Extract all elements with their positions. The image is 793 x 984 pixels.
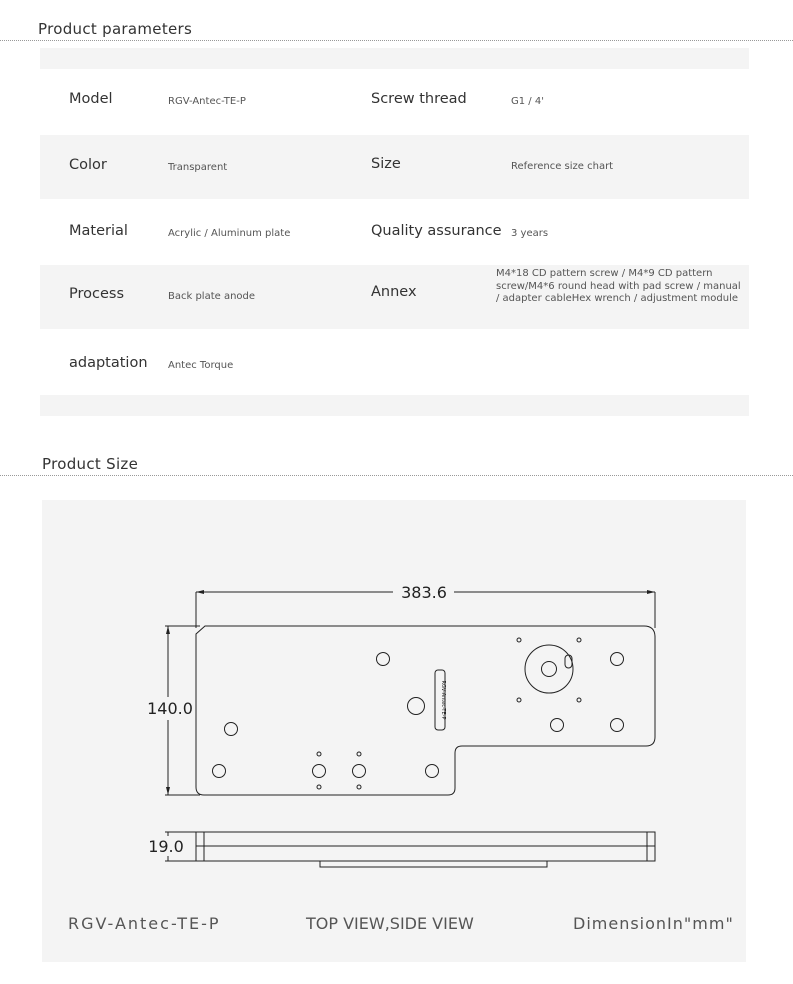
caption-view: TOP VIEW,SIDE VIEW: [306, 914, 474, 933]
quality-value: 3 years: [511, 228, 549, 239]
width-dimension: 383.6: [401, 583, 447, 602]
model-value: RGV-Antec-TE-P: [168, 96, 246, 107]
process-label: Process: [69, 286, 125, 302]
thread-label: Screw thread: [371, 91, 467, 107]
model-label: Model: [69, 91, 113, 107]
color-value: Transparent: [168, 162, 228, 173]
thread-value: G1 / 4': [511, 96, 544, 107]
size-label: Size: [371, 156, 401, 172]
annex-value: M4*18 CD pattern screw / M4*9 CD pattern screw/M4*6 round head with pad screw / manual / adapter cableHex wrench / adjustment module: [496, 268, 741, 304]
adaptation-value: Antec Torque: [168, 360, 234, 371]
size-section-title: Product Size: [42, 455, 139, 473]
process-value: Back plate anode: [168, 291, 256, 302]
params-section-title: Product parameters: [38, 20, 193, 38]
size-value: Reference size chart: [511, 161, 614, 172]
caption-unit: DimensionIn"mm": [573, 914, 734, 933]
caption-model: RGV-Antec-TE-P: [68, 914, 221, 933]
material-value: Acrylic / Aluminum plate: [168, 228, 291, 239]
material-label: Material: [69, 223, 128, 239]
annex-label: Annex: [371, 284, 417, 300]
color-label: Color: [69, 157, 107, 173]
thickness-dimension: 19.0: [148, 837, 184, 856]
adaptation-label: adaptation: [69, 355, 148, 371]
quality-label: Quality assurance: [371, 223, 502, 239]
part-engraving: RGV-Antec-TE-P: [440, 680, 446, 720]
height-dimension: 140.0: [147, 699, 193, 718]
